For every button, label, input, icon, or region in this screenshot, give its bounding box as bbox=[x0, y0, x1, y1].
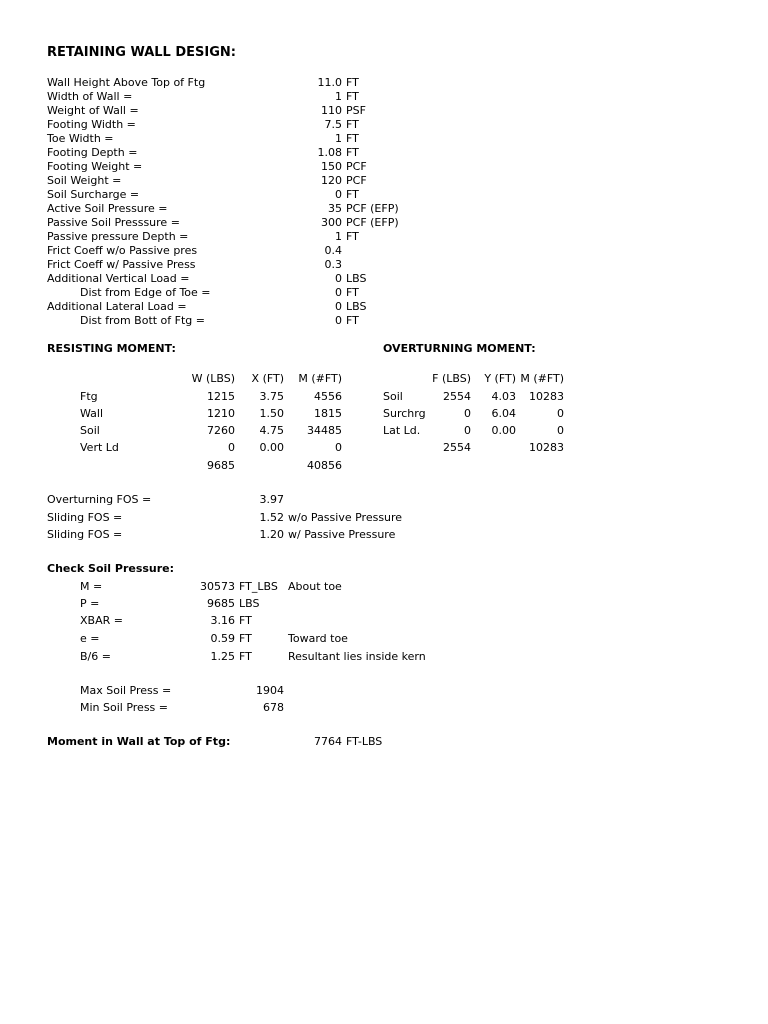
input-value: 120 bbox=[321, 174, 342, 187]
input-label: Passive pressure Depth = bbox=[47, 230, 189, 243]
cell-m: 0 bbox=[557, 424, 564, 437]
fos-value: 1.20 bbox=[259, 528, 284, 541]
max-soil-press-label: Max Soil Press = bbox=[80, 684, 172, 697]
check-value: 0.59 bbox=[210, 632, 235, 645]
input-label: Active Soil Pressure = bbox=[47, 202, 168, 215]
row-label: Vert Ld bbox=[80, 441, 119, 454]
check-unit: FT bbox=[239, 614, 252, 627]
column-header: F (LBS) bbox=[432, 372, 471, 385]
check-unit: FT bbox=[239, 650, 252, 663]
cell-m: 34485 bbox=[307, 424, 342, 437]
input-unit: PCF bbox=[346, 160, 367, 173]
input-unit: LBS bbox=[346, 300, 367, 313]
input-value: 1 bbox=[335, 90, 342, 103]
total-m: 10283 bbox=[529, 441, 564, 454]
input-label: Additional Lateral Load = bbox=[47, 300, 187, 313]
input-value: 0 bbox=[335, 300, 342, 313]
fos-value: 1.52 bbox=[259, 511, 284, 524]
cell-w: 0 bbox=[228, 441, 235, 454]
input-unit: PCF (EFP) bbox=[346, 202, 399, 215]
check-label: B/6 = bbox=[80, 650, 111, 663]
input-value: 7.5 bbox=[324, 118, 342, 131]
column-header: X (FT) bbox=[251, 372, 284, 385]
cell-w: 1215 bbox=[207, 390, 235, 403]
input-value: 0 bbox=[335, 188, 342, 201]
cell-m: 4556 bbox=[314, 390, 342, 403]
input-label: Passive Soil Presssure = bbox=[47, 216, 180, 229]
cell-x: 3.75 bbox=[259, 390, 284, 403]
row-label: Wall bbox=[80, 407, 104, 420]
input-value: 0.3 bbox=[324, 258, 342, 271]
check-value: 9685 bbox=[207, 597, 235, 610]
check-label: e = bbox=[80, 632, 100, 645]
input-label: Frict Coeff w/o Passive pres bbox=[47, 244, 198, 257]
cell-f: 2554 bbox=[443, 390, 471, 403]
check-value: 3.16 bbox=[210, 614, 235, 627]
check-unit: LBS bbox=[239, 597, 260, 610]
check-note: Resultant lies inside kern bbox=[288, 650, 426, 663]
fos-value: 3.97 bbox=[259, 493, 284, 506]
input-label: Additional Vertical Load = bbox=[47, 272, 190, 285]
input-value: 11.0 bbox=[317, 76, 342, 89]
input-unit: FT bbox=[346, 230, 359, 243]
cell-x: 1.50 bbox=[259, 407, 284, 420]
input-value: 0.4 bbox=[324, 244, 342, 257]
input-value: 1 bbox=[335, 230, 342, 243]
row-label: Lat Ld. bbox=[383, 424, 421, 437]
moment-wall-label: Moment in Wall at Top of Ftg: bbox=[47, 735, 231, 748]
moment-wall-value: 7764 bbox=[314, 735, 342, 748]
input-value: 1.08 bbox=[317, 146, 342, 159]
input-unit: PCF bbox=[346, 174, 367, 187]
check-value: 1.25 bbox=[210, 650, 235, 663]
input-label: Frict Coeff w/ Passive Press bbox=[47, 258, 196, 271]
max-soil-press-value: 1904 bbox=[256, 684, 284, 697]
input-value: 0 bbox=[335, 272, 342, 285]
input-label: Dist from Bott of Ftg = bbox=[80, 314, 205, 327]
column-header: Y (FT) bbox=[484, 372, 516, 385]
check-label: XBAR = bbox=[80, 614, 123, 627]
input-unit: FT bbox=[346, 90, 359, 103]
input-label: Toe Width = bbox=[47, 132, 114, 145]
row-label: Soil bbox=[383, 390, 403, 403]
input-unit: FT bbox=[346, 118, 359, 131]
total-m: 40856 bbox=[307, 459, 342, 472]
input-unit: PSF bbox=[346, 104, 366, 117]
total-f: 2554 bbox=[443, 441, 471, 454]
input-label: Dist from Edge of Toe = bbox=[80, 286, 211, 299]
column-header: M (#FT) bbox=[298, 372, 342, 385]
moment-wall-unit: FT-LBS bbox=[346, 735, 383, 748]
check-unit: FT_LBS bbox=[239, 580, 278, 593]
input-value: 110 bbox=[321, 104, 342, 117]
check-label: P = bbox=[80, 597, 100, 610]
section-heading: Check Soil Pressure: bbox=[47, 562, 175, 575]
cell-y: 4.03 bbox=[491, 390, 516, 403]
cell-f: 0 bbox=[464, 407, 471, 420]
input-unit: FT bbox=[346, 146, 359, 159]
input-unit: FT bbox=[346, 132, 359, 145]
cell-m: 0 bbox=[335, 441, 342, 454]
input-value: 150 bbox=[321, 160, 342, 173]
total-w: 9685 bbox=[207, 459, 235, 472]
input-value: 35 bbox=[328, 202, 342, 215]
input-label: Footing Weight = bbox=[47, 160, 143, 173]
row-label: Ftg bbox=[80, 390, 98, 403]
input-value: 300 bbox=[321, 216, 342, 229]
row-label: Soil bbox=[80, 424, 100, 437]
fos-note: w/ Passive Pressure bbox=[288, 528, 396, 541]
cell-y: 0.00 bbox=[491, 424, 516, 437]
cell-m: 10283 bbox=[529, 390, 564, 403]
input-label: Wall Height Above Top of Ftg bbox=[47, 76, 206, 89]
input-label: Width of Wall = bbox=[47, 90, 133, 103]
page-title: RETAINING WALL DESIGN: bbox=[47, 45, 236, 60]
fos-label: Sliding FOS = bbox=[47, 528, 123, 541]
check-note: About toe bbox=[288, 580, 342, 593]
cell-f: 0 bbox=[464, 424, 471, 437]
input-unit: FT bbox=[346, 286, 359, 299]
min-soil-press-value: 678 bbox=[263, 701, 284, 714]
input-unit: PCF (EFP) bbox=[346, 216, 399, 229]
cell-w: 7260 bbox=[207, 424, 235, 437]
input-unit: FT bbox=[346, 188, 359, 201]
input-label: Soil Weight = bbox=[47, 174, 122, 187]
input-label: Footing Depth = bbox=[47, 146, 138, 159]
min-soil-press-label: Min Soil Press = bbox=[80, 701, 168, 714]
check-unit: FT bbox=[239, 632, 252, 645]
input-label: Soil Surcharge = bbox=[47, 188, 140, 201]
check-value: 30573 bbox=[200, 580, 235, 593]
input-value: 1 bbox=[335, 132, 342, 145]
check-note: Toward toe bbox=[288, 632, 348, 645]
check-label: M = bbox=[80, 580, 103, 593]
row-label: Surchrg bbox=[383, 407, 426, 420]
input-label: Weight of Wall = bbox=[47, 104, 139, 117]
fos-label: Sliding FOS = bbox=[47, 511, 123, 524]
cell-x: 4.75 bbox=[259, 424, 284, 437]
cell-x: 0.00 bbox=[259, 441, 284, 454]
cell-m: 1815 bbox=[314, 407, 342, 420]
input-unit: FT bbox=[346, 76, 359, 89]
section-heading: RESISTING MOMENT: bbox=[47, 342, 176, 355]
cell-w: 1210 bbox=[207, 407, 235, 420]
cell-m: 0 bbox=[557, 407, 564, 420]
section-heading: OVERTURNING MOMENT: bbox=[383, 342, 536, 355]
fos-note: w/o Passive Pressure bbox=[288, 511, 403, 524]
input-unit: FT bbox=[346, 314, 359, 327]
column-header: W (LBS) bbox=[191, 372, 235, 385]
input-value: 0 bbox=[335, 314, 342, 327]
input-label: Footing Width = bbox=[47, 118, 136, 131]
input-value: 0 bbox=[335, 286, 342, 299]
fos-label: Overturning FOS = bbox=[47, 493, 152, 506]
input-unit: LBS bbox=[346, 272, 367, 285]
column-header: M (#FT) bbox=[520, 372, 564, 385]
cell-y: 6.04 bbox=[491, 407, 516, 420]
